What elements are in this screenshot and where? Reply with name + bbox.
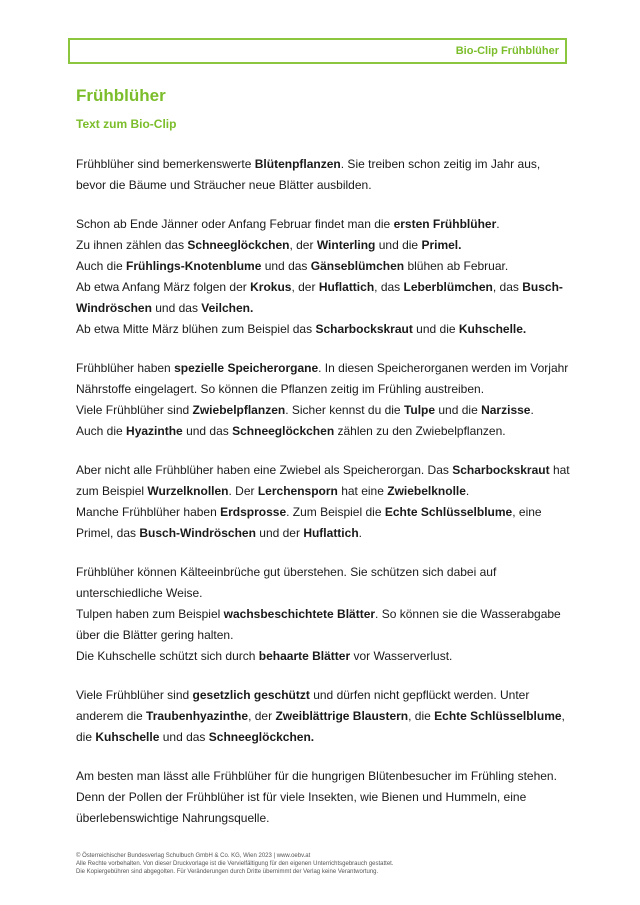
- text-segment: Nährstoffe eingelagert. So können die Pflanzen zeitig im Frühling austreiben.: [76, 382, 485, 396]
- text-line: [76, 481, 566, 502]
- text-segment: .: [530, 403, 534, 417]
- footer: [76, 852, 576, 876]
- text-segment: und das: [151, 301, 202, 315]
- text-segment: und die: [412, 322, 459, 336]
- text-segment: ,: [561, 709, 565, 723]
- bold-term: Schneeglöckchen: [187, 238, 290, 252]
- bold-term: Hyazinthe: [126, 424, 183, 438]
- bold-term: Scharbockskraut: [315, 322, 413, 336]
- text-segment: Viele Frühblüher sind: [76, 403, 193, 417]
- text-segment: zum Beispiel: [76, 484, 148, 498]
- text-segment: und dürfen nicht gepflückt werden. Unter: [309, 688, 530, 702]
- text-segment: über die Blätter gering halten.: [76, 628, 234, 642]
- bold-term: wachsbeschichtete Blätter: [223, 607, 376, 621]
- text-line: [76, 379, 566, 400]
- text-segment: anderem die: [76, 709, 147, 723]
- text-segment: , der: [291, 280, 319, 294]
- text-line: [76, 400, 566, 421]
- text-line: [76, 706, 566, 727]
- text-segment: . So können sie die Wasserabgabe: [375, 607, 561, 621]
- text-segment: Denn der Pollen der Frühblüher ist für viele Insekten, wie Bienen und Hummeln, eine: [76, 790, 527, 804]
- bold-term: Schneeglöckchen.: [208, 730, 315, 744]
- bold-term: Erdsprosse: [220, 505, 287, 519]
- header-label: Bio-Clip Frühblüher: [455, 45, 559, 57]
- text-segment: , das: [374, 280, 404, 294]
- text-segment: , die: [408, 709, 435, 723]
- footer-fees: Die Kopiergebühren sind abgegolten. Für Veränderungen durch Dritte übernimmt der Verlag keine Verantwortung.: [76, 869, 379, 875]
- bold-term: Echte Schlüsselblume: [434, 709, 562, 723]
- bold-term: Kuhschelle.: [458, 322, 527, 336]
- text-segment: , der: [248, 709, 276, 723]
- text-segment: unterschiedliche Weise.: [76, 586, 203, 600]
- page-subtitle: Text zum Bio-Clip: [76, 117, 177, 131]
- bold-term: Busch-Windröschen: [139, 526, 256, 540]
- text-segment: , der: [289, 238, 317, 252]
- text-segment: . Sicher kennst du die: [285, 403, 404, 417]
- bold-term: gesetzlich geschützt: [192, 688, 310, 702]
- header-box: [68, 38, 567, 64]
- text-segment: und der: [255, 526, 304, 540]
- text-segment: bevor die Bäume und Sträucher neue Blätter ausbilden.: [76, 178, 372, 192]
- text-segment: blühen ab Februar.: [404, 259, 509, 273]
- bold-term: Narzisse: [481, 403, 531, 417]
- body-text: [76, 154, 570, 847]
- paragraph: [76, 214, 566, 340]
- text-segment: Ab etwa Anfang März folgen der: [76, 280, 251, 294]
- text-segment: .: [465, 484, 470, 498]
- paragraph: [76, 766, 566, 829]
- text-segment: Aber nicht alle Frühblüher haben eine Zwiebel als Speicherorgan. Das: [76, 463, 453, 477]
- bold-term: Leberblümchen: [403, 280, 493, 294]
- text-segment: Am besten man lässt alle Frühblüher für die hungrigen Blütenbesucher im Frühling stehen.: [76, 769, 557, 783]
- text-line: [76, 319, 566, 340]
- text-segment: .: [358, 526, 362, 540]
- text-line: [76, 646, 566, 667]
- text-segment: Tulpen haben zum Beispiel: [76, 607, 224, 621]
- text-segment: Frühblüher sind bemerkenswerte: [76, 157, 255, 171]
- bold-term: Wurzelknollen: [147, 484, 229, 498]
- paragraph: [76, 460, 570, 544]
- bold-term: Frühlings-Knotenblume: [126, 259, 262, 273]
- text-line: [76, 583, 566, 604]
- text-segment: Viele Frühblüher sind: [76, 688, 193, 702]
- bold-term: Winterling: [316, 238, 376, 252]
- text-line: [76, 625, 566, 646]
- text-segment: . Der: [228, 484, 258, 498]
- paragraph: [76, 685, 566, 748]
- bold-term: Lerchensporn: [257, 484, 338, 498]
- text-line: [76, 214, 566, 235]
- bold-term: Gänseblümchen: [310, 259, 405, 273]
- bold-term: Primel.: [421, 238, 462, 252]
- text-segment: Primel, das: [76, 526, 140, 540]
- paragraph: [76, 358, 569, 442]
- bold-term: Krokus: [250, 280, 292, 294]
- bold-term: Huflattich: [303, 526, 359, 540]
- bold-term: Scharbockskraut: [452, 463, 550, 477]
- text-segment: Frühblüher können Kälteeinbrüche gut überstehen. Sie schützen sich dabei auf: [76, 565, 497, 579]
- bold-term: behaarte Blätter: [258, 649, 351, 663]
- text-segment: und die: [435, 403, 482, 417]
- text-segment: zählen zu den Zwiebelpflanzen.: [334, 424, 506, 438]
- text-segment: und die: [375, 238, 422, 252]
- text-segment: Die Kuhschelle schützt sich durch: [76, 649, 259, 663]
- text-segment: hat eine: [337, 484, 388, 498]
- text-line: [76, 523, 566, 544]
- text-segment: Auch die: [76, 424, 127, 438]
- text-line: [76, 787, 566, 808]
- bold-term: Echte Schlüsselblume: [384, 505, 513, 519]
- text-segment: und das: [261, 259, 311, 273]
- text-segment: vor Wasserverlust.: [350, 649, 453, 663]
- bold-term: ersten Frühblüher: [393, 217, 497, 231]
- bold-term: Tulpe: [403, 403, 436, 417]
- text-line: [76, 154, 566, 175]
- footer-rights: Alle Rechte vorbehalten. Von dieser Druckvorlage ist die Vervielfältigung für den eigenen Unterrichtsgebrauch gestattet.: [76, 861, 394, 867]
- text-line: [76, 256, 566, 277]
- bold-term: Traubenhyazinthe: [146, 709, 249, 723]
- text-segment: Zu ihnen zählen das: [76, 238, 188, 252]
- text-line: [76, 298, 566, 319]
- text-line: [76, 562, 566, 583]
- text-segment: Manche Frühblüher haben: [76, 505, 221, 519]
- text-segment: . In diesen Speicherorganen werden im Vorjahr: [318, 361, 569, 375]
- text-segment: Ab etwa Mitte März blühen zum Beispiel das: [76, 322, 316, 336]
- footer-copyright: © Österreichischer Bundesverlag Schulbuch GmbH & Co. KG, Wien 2023 | www.oebv.at: [76, 853, 311, 859]
- text-line: [76, 175, 566, 196]
- bold-term: Schneeglöckchen: [232, 424, 335, 438]
- text-segment: Frühblüher haben: [76, 361, 175, 375]
- paragraph: [76, 154, 566, 196]
- bold-term: Zwiebelpflanzen: [192, 403, 286, 417]
- text-line: [76, 460, 570, 481]
- bold-term: Busch-: [522, 280, 563, 294]
- paragraph: [76, 562, 566, 667]
- text-segment: überlebenswichtige Nahrungsquelle.: [76, 811, 270, 825]
- bold-term: spezielle Speicherorgane: [174, 361, 319, 375]
- bold-term: Windröschen: [76, 301, 152, 315]
- bold-term: Zwiebelknolle: [387, 484, 466, 498]
- text-segment: , eine: [512, 505, 542, 519]
- text-segment: Auch die: [76, 259, 127, 273]
- text-segment: und das: [182, 424, 233, 438]
- bold-term: Veilchen.: [201, 301, 254, 315]
- text-line: [76, 277, 566, 298]
- text-line: [76, 808, 566, 829]
- text-line: [76, 421, 566, 442]
- text-line: [76, 502, 566, 523]
- bold-term: Kuhschelle: [95, 730, 160, 744]
- text-line: [76, 685, 566, 706]
- bold-term: Huflattich: [318, 280, 375, 294]
- text-line: [76, 727, 566, 748]
- text-segment: die: [76, 730, 96, 744]
- page-title: Frühblüher: [76, 86, 166, 105]
- text-segment: Schon ab Ende Jänner oder Anfang Februar findet man die: [76, 217, 394, 231]
- text-segment: , das: [492, 280, 523, 294]
- text-line: [76, 235, 566, 256]
- text-line: [76, 358, 569, 379]
- text-segment: und das: [159, 730, 209, 744]
- bold-term: Blütenpflanzen: [254, 157, 341, 171]
- text-segment: . Sie treiben schon zeitig im Jahr aus,: [340, 157, 541, 171]
- text-segment: .: [496, 217, 500, 231]
- bold-term: Zweiblättrige Blaustern: [275, 709, 409, 723]
- text-line: [76, 766, 566, 787]
- text-line: [76, 604, 566, 625]
- text-segment: . Zum Beispiel die: [286, 505, 385, 519]
- text-segment: hat: [549, 463, 570, 477]
